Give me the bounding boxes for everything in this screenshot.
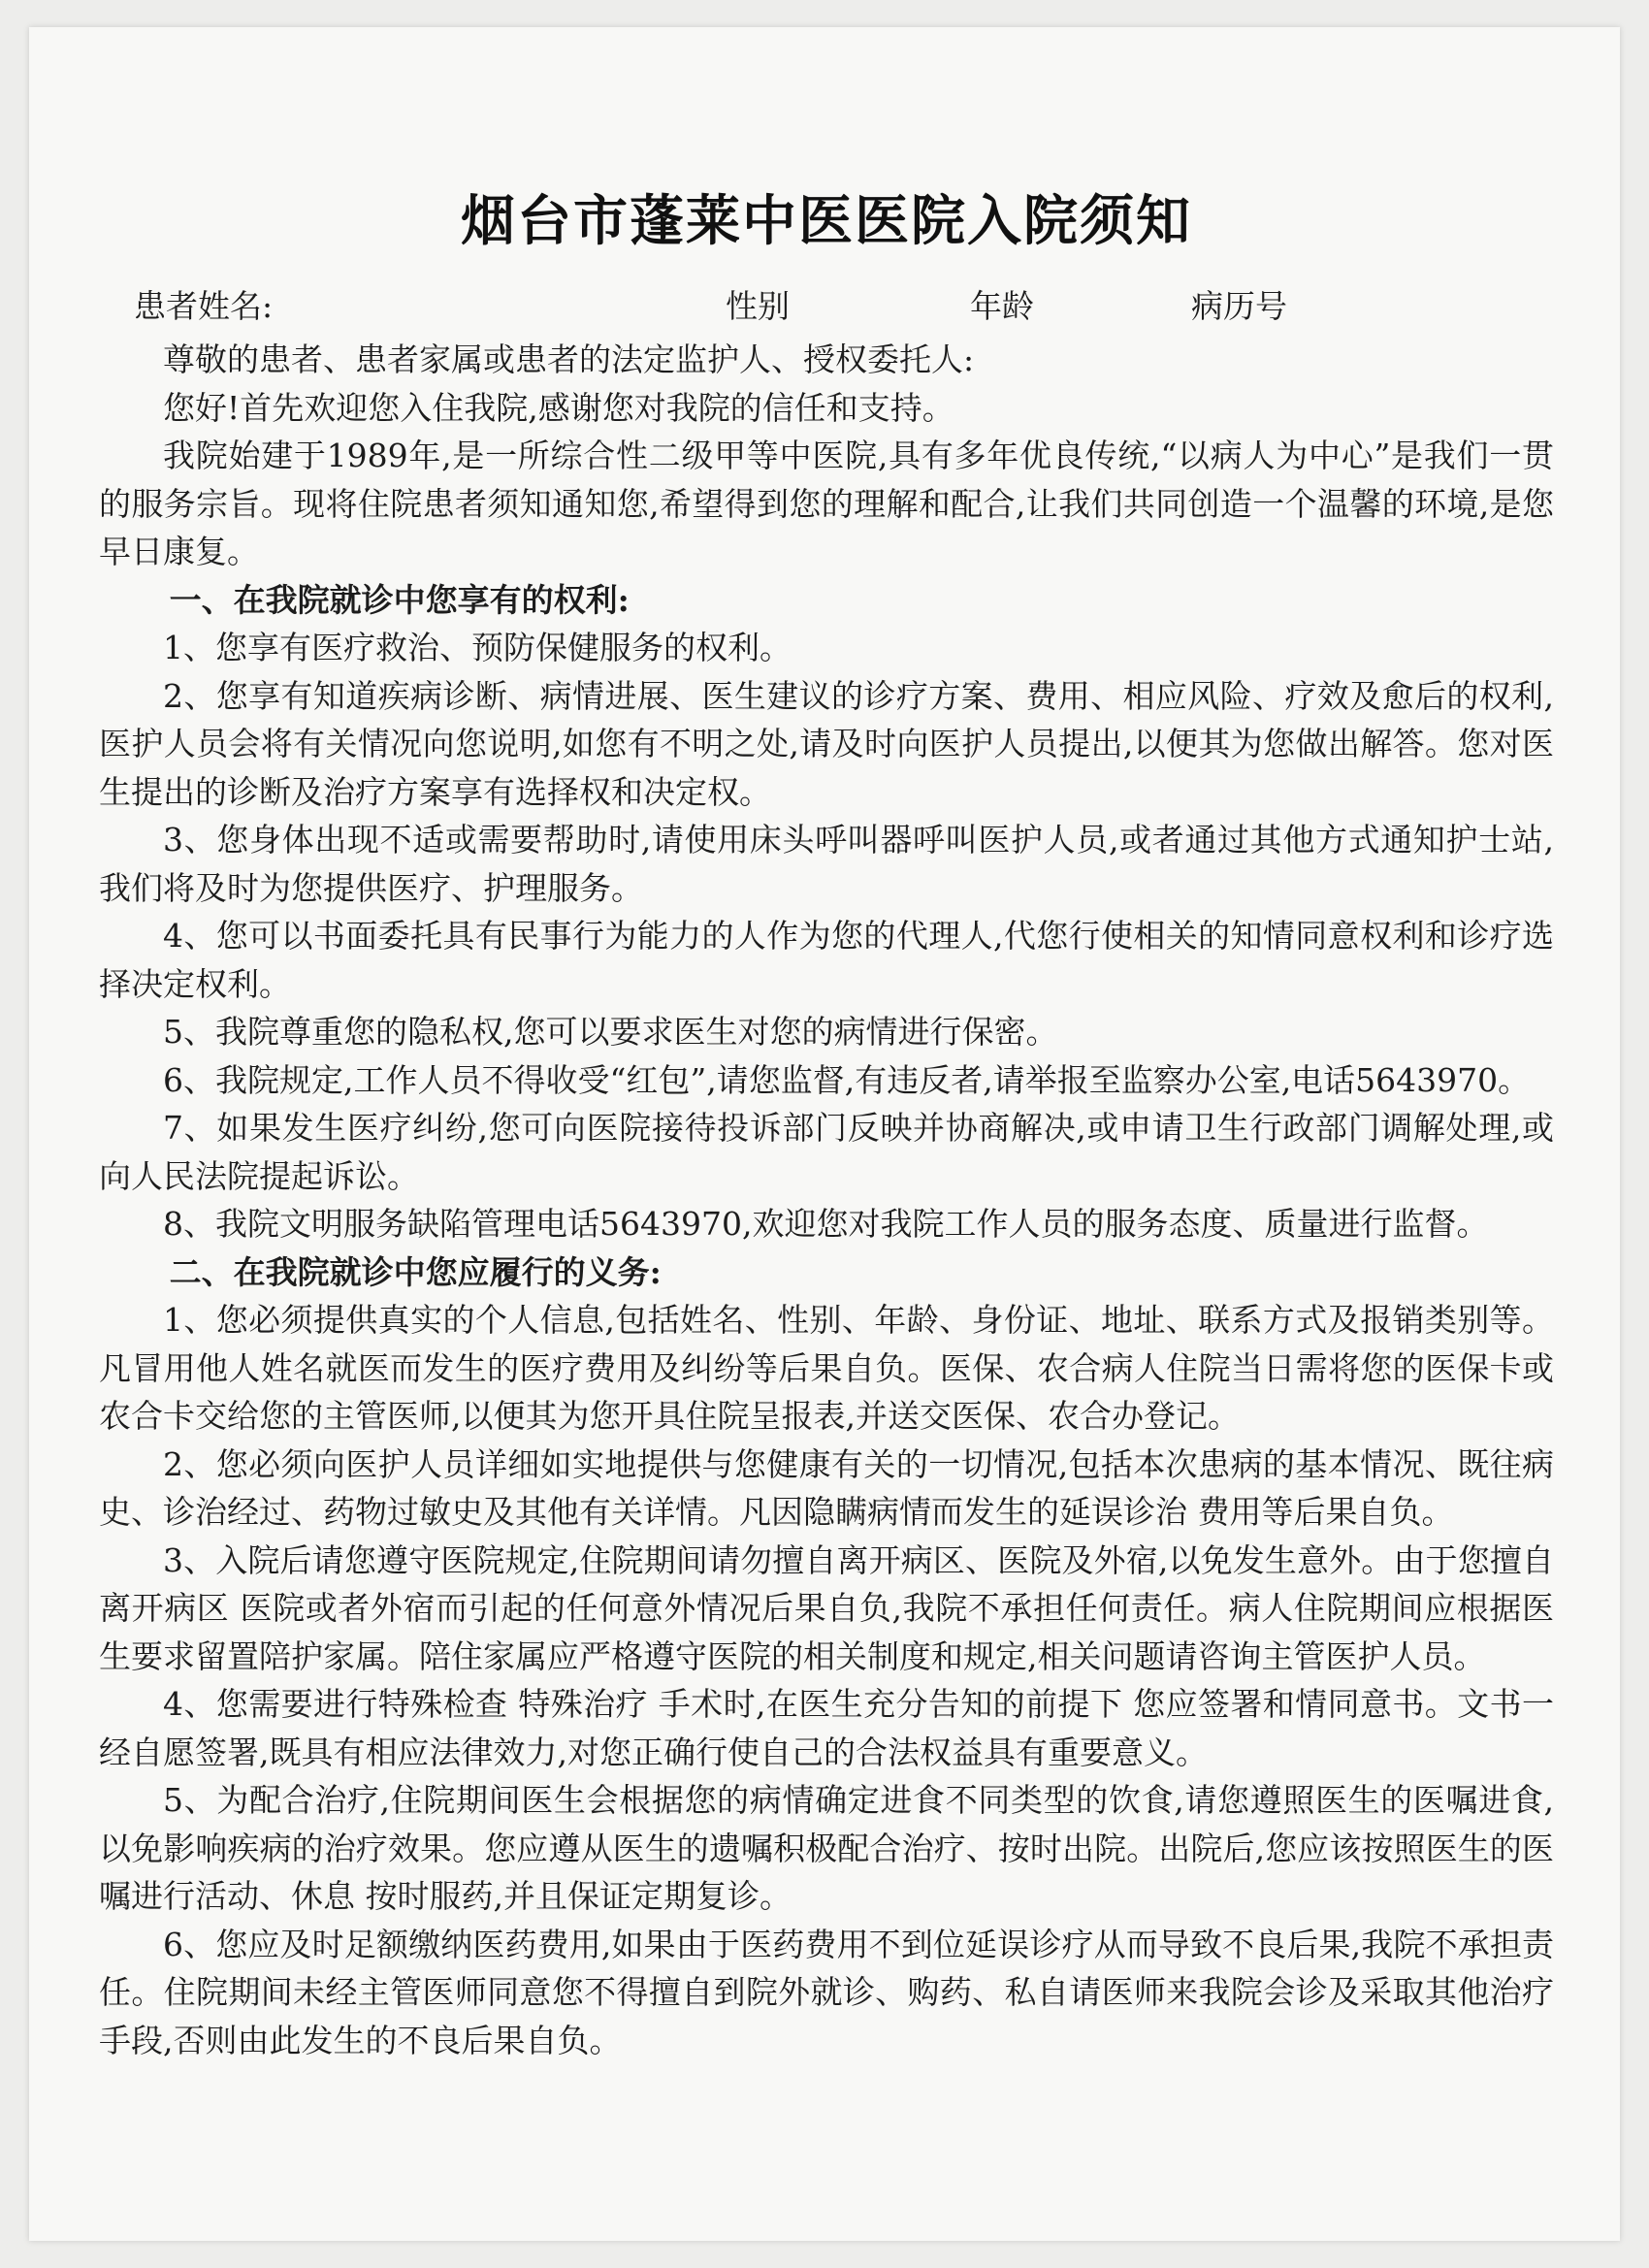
duties-item: 5、为配合治疗,住院期间医生会根据您的病情确定进食不同类型的饮食,请您遵照医生的医嘱进食,以免影响疾病的治疗效果。您应遵从医生的遗嘱积极配合治疗、按时出院。出院后,您应该按照医生的医嘱进行活动、休息 按时服药,并且保证定期复诊。 bbox=[99, 1781, 1554, 1915]
welcome-text: 您好!首先欢迎您入住我院,感谢您对我院的信任和支持。 bbox=[163, 388, 954, 427]
gender-label: 性别 bbox=[726, 287, 790, 325]
rights-item: 6、我院规定,工作人员不得收受“红包”,请您监督,有违反者,请举报至监察办公室,电话5643970。 bbox=[163, 1060, 1531, 1099]
duties-item: 3、入院后请您遵守医院规定,住院期间请勿擅自离开病区、医院及外宿,以免发生意外。由于您擅自离开病区 医院或者外宿而引起的任何意外情况后果自负,我院不承担任何责任。病人住院期间应根据医生要求留置陪护家属。陪住家属应严格遵守医院的相关制度和规定,相关问题请咨询主管医护人员。 bbox=[99, 1540, 1554, 1675]
rights-item: 3、您身体出现不适或需要帮助时,请使用床头呼叫器呼叫医护人员,或者通过其他方式通知护士站,我们将及时为您提供医疗、护理服务。 bbox=[99, 821, 1554, 907]
document-title: 烟台市蓬莱中医医院入院须知 bbox=[461, 189, 1192, 253]
patient-name-label: 患者姓名: bbox=[134, 287, 274, 325]
intro-paragraph: 我院始建于1989年,是一所综合性二级甲等中医院,具有多年优良传统,“以病人为中心”是我们一贯的服务宗旨。现将住院患者须知通知您,希望得到您的理解和配合,让我们共同创造一个温馨的环境,是您早日康复。 bbox=[99, 437, 1554, 570]
rights-item: 7、如果发生医疗纠纷,您可向医院接待投诉部门反映并协商解决,或申请卫生行政部门调解处理,或向人民法院提起诉讼。 bbox=[99, 1109, 1554, 1195]
rights-item: 2、您享有知道疾病诊断、病情进展、医生建议的诊疗方案、费用、相应风险、疗效及愈后的权利,医护人员会将有关情况向您说明,如您有不明之处,请及时向医护人员提出,以便其为您做出解答。您对医生提出的诊断及治疗方案享有选择权和决定权。 bbox=[99, 676, 1554, 811]
duties-item: 6、您应及时足额缴纳医药费用,如果由于医药费用不到位延误诊疗从而导致不良后果,我院不承担责任。住院期间未经主管医师同意您不得擅自到院外就诊、购药、私自请医师来我院会诊及采取其他治疗手段,否则由此发生的不良后果自负。 bbox=[99, 1925, 1554, 2059]
duties-item: 2、您必须向医护人员详细如实地提供与您健康有关的一切情况,包括本次患病的基本情况、既往病史、诊治经过、药物过敏史及其他有关详情。凡因隐瞒病情而发生的延误诊治 费用等后果自负。 bbox=[99, 1444, 1554, 1531]
rights-heading: 一、在我院就诊中您享有的权利: bbox=[169, 580, 630, 619]
salutation: 尊敬的患者、患者家属或患者的法定监护人、授权委托人: bbox=[163, 340, 975, 378]
rights-item: 4、您可以书面委托具有民事行为能力的人作为您的代理人,代您行使相关的知情同意权利和诊疗选择决定权利。 bbox=[99, 917, 1554, 1003]
duties-item: 4、您需要进行特殊检查 特殊治疗 手术时,在医生充分告知的前提下 您应签署和情同意书。文书一经自愿签署,既具有相应法律效力,对您正确行使自己的合法权益具有重要意义。 bbox=[99, 1685, 1554, 1771]
duties-heading: 二、在我院就诊中您应履行的义务: bbox=[169, 1252, 662, 1291]
patient-info-row bbox=[99, 281, 1554, 336]
document-page bbox=[29, 27, 1620, 2241]
age-label: 年龄 bbox=[970, 287, 1034, 325]
rights-item: 1、您享有医疗救治、预防保健服务的权利。 bbox=[163, 629, 792, 666]
document-body bbox=[99, 144, 1554, 2064]
duties-item: 1、您必须提供真实的个人信息,包括姓名、性别、年龄、身份证、地址、联系方式及报销类别等。凡冒用他人姓名就医而发生的医疗费用及纠纷等后果自负。医保、农合病人住院当日需将您的医保卡或农合卡交给您的主管医师,以便其为您开具住院呈报表,并送交医保、农合办登记。 bbox=[99, 1301, 1554, 1435]
rights-item: 5、我院尊重您的隐私权,您可以要求医生对您的病情进行保密。 bbox=[163, 1013, 1058, 1051]
record-number-label: 病历号 bbox=[1191, 287, 1287, 325]
rights-item: 8、我院文明服务缺陷管理电话5643970,欢迎您对我院工作人员的服务态度、质量进行监督。 bbox=[163, 1205, 1489, 1243]
